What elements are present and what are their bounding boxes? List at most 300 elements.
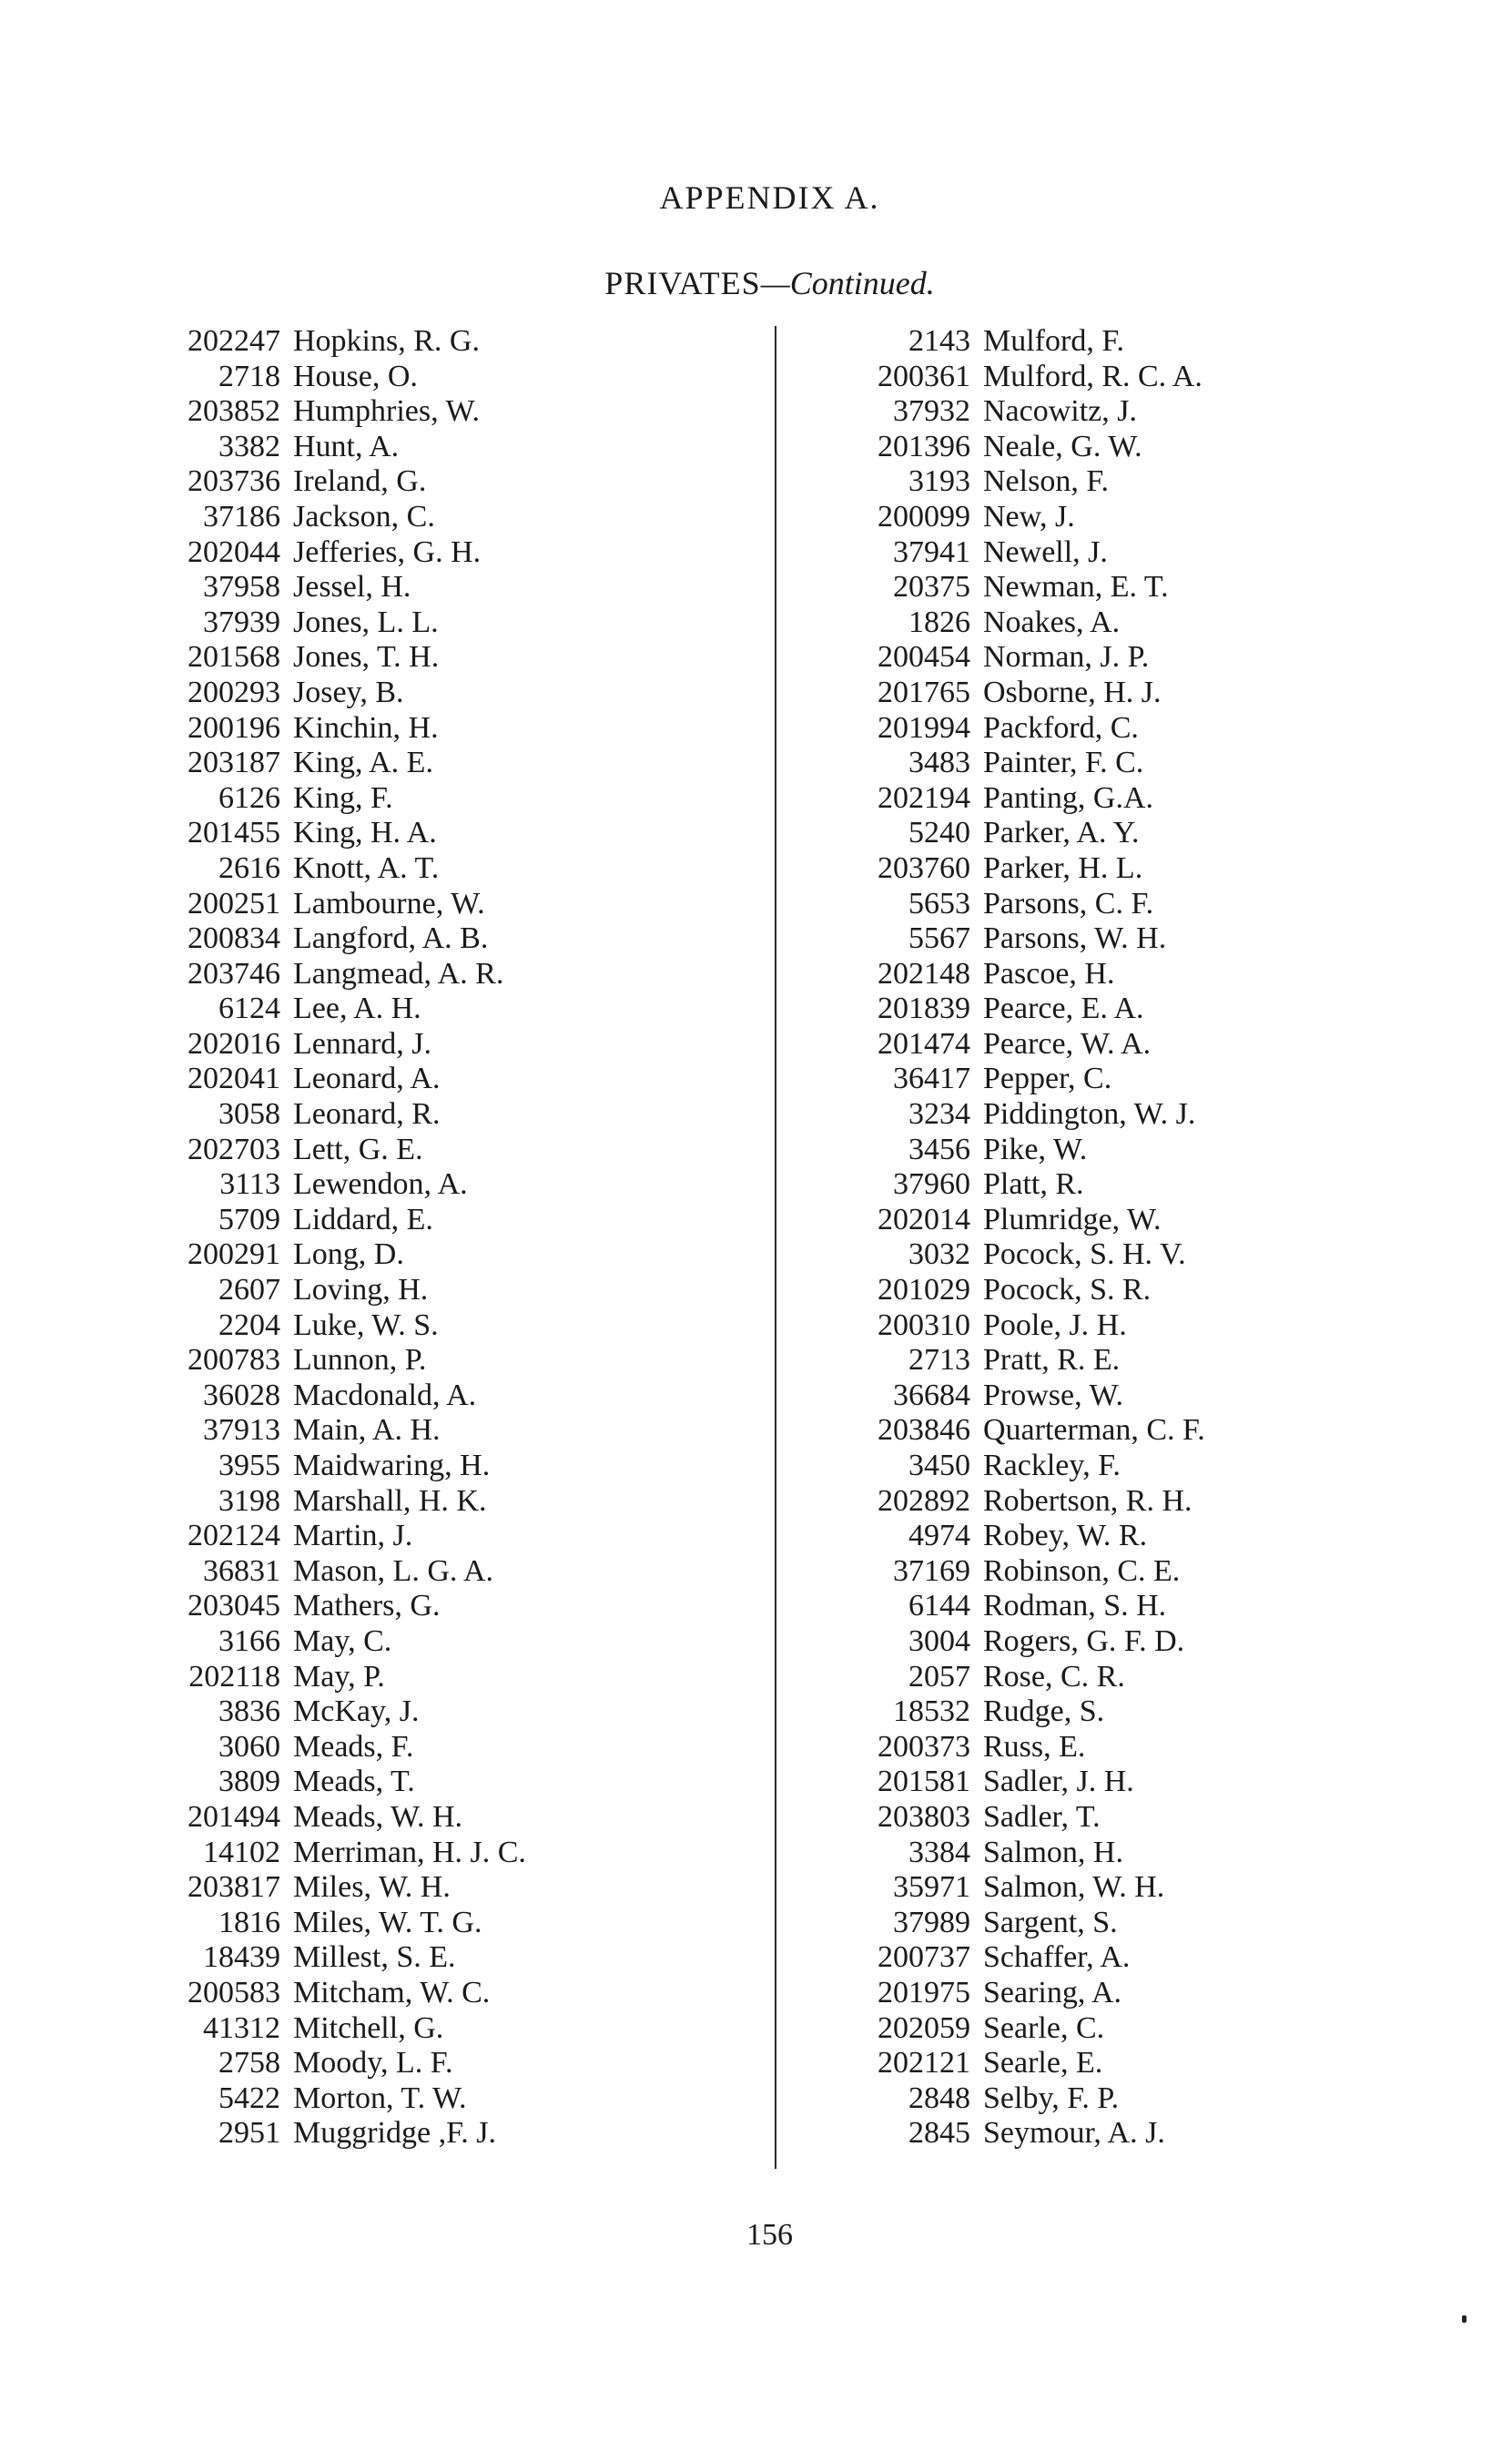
- service-number: 36028: [203, 1378, 280, 1412]
- service-number: 202118: [188, 1659, 280, 1694]
- roll-entry: [137, 570, 774, 605]
- roll-entry: [137, 1589, 774, 1624]
- service-number: 37932: [893, 394, 970, 429]
- soldier-name: Panting, G.A.: [983, 780, 1153, 815]
- soldier-name: Norman, J. P.: [983, 640, 1150, 675]
- roll-entry: [819, 1413, 1402, 1449]
- service-number: 203817: [188, 1870, 280, 1905]
- soldier-name: Lee, A. H.: [293, 992, 421, 1026]
- soldier-name: Pike, W.: [983, 1132, 1088, 1166]
- roll-entry: [819, 605, 1402, 641]
- soldier-name: Rackley, F.: [983, 1449, 1121, 1482]
- service-number: 3004: [908, 1623, 970, 1658]
- roll-entry: [819, 1906, 1402, 1941]
- service-number: 201839: [878, 992, 970, 1026]
- roll-entry: [819, 1449, 1402, 1484]
- soldier-name: Meads, F.: [293, 1729, 414, 1764]
- soldier-name: Pepper, C.: [983, 1062, 1112, 1096]
- soldier-name: Knott, A. T.: [293, 850, 440, 885]
- service-number: 3382: [218, 429, 280, 463]
- soldier-name: Osborne, H. J.: [983, 675, 1162, 709]
- roll-entry: [819, 360, 1402, 395]
- service-number: 37941: [893, 534, 970, 569]
- soldier-name: Sadler, J. H.: [983, 1765, 1134, 1799]
- soldier-name: New, J.: [983, 499, 1075, 534]
- service-number: 36684: [893, 1378, 970, 1412]
- service-number: 202121: [878, 2046, 970, 2081]
- soldier-name: Lunnon, P.: [293, 1343, 427, 1378]
- roll-entry: [137, 360, 774, 395]
- page-speck: [1462, 2315, 1466, 2323]
- service-number: 200361: [878, 359, 970, 393]
- roll-entry: [819, 1343, 1402, 1379]
- roll-entry: [137, 676, 774, 711]
- roll-entry: [137, 1660, 774, 1695]
- service-number: 5709: [218, 1202, 280, 1236]
- soldier-name: Mulford, R. C. A.: [983, 359, 1202, 393]
- section-title: [0, 264, 1512, 302]
- service-number: 202703: [188, 1132, 280, 1166]
- soldier-name: Muggridge ,F. J.: [293, 2116, 497, 2151]
- service-number: 200373: [878, 1729, 970, 1764]
- service-number: 18532: [893, 1694, 970, 1729]
- soldier-name: Meads, T.: [293, 1765, 415, 1799]
- soldier-name: Robertson, R. H.: [983, 1483, 1192, 1518]
- soldier-name: Newell, J.: [983, 534, 1108, 569]
- service-number: 2713: [908, 1343, 970, 1378]
- soldier-name: Jones, L. L.: [293, 605, 439, 639]
- service-number: 2951: [218, 2116, 280, 2151]
- service-number: 201474: [878, 1026, 970, 1061]
- service-number: 36417: [893, 1062, 970, 1096]
- soldier-name: Prowse, W.: [983, 1378, 1123, 1412]
- roll-entry: [137, 1836, 774, 1871]
- soldier-name: Humphries, W.: [293, 394, 480, 429]
- service-number: 200310: [878, 1307, 970, 1342]
- roll-entry: [819, 430, 1402, 465]
- service-number: 37186: [203, 499, 280, 534]
- roll-entry: [137, 1800, 774, 1836]
- service-number: 37960: [893, 1167, 970, 1202]
- soldier-name: Platt, R.: [983, 1167, 1084, 1202]
- soldier-name: Salmon, H.: [983, 1835, 1123, 1869]
- service-number: 3113: [219, 1167, 280, 1202]
- roll-entry: [137, 1097, 774, 1133]
- roll-entry: [137, 816, 774, 851]
- roll-entry: [137, 1519, 774, 1554]
- roll-entry: [137, 605, 774, 641]
- service-number: 3384: [908, 1835, 970, 1869]
- soldier-name: Liddard, E.: [293, 1202, 433, 1236]
- service-number: 201568: [188, 640, 280, 675]
- roll-entry: [137, 1133, 774, 1168]
- soldier-name: Luke, W. S.: [293, 1307, 439, 1342]
- section-name: PRIVATES: [604, 265, 761, 301]
- soldier-name: Langmead, A. R.: [293, 956, 504, 991]
- service-number: 3836: [218, 1694, 280, 1729]
- roll-entry: [819, 711, 1402, 747]
- service-number: 3193: [908, 464, 970, 499]
- service-number: 202892: [878, 1483, 970, 1518]
- service-number: 203045: [188, 1589, 280, 1623]
- soldier-name: Merriman, H. J. C.: [293, 1835, 526, 1869]
- service-number: 6124: [218, 992, 280, 1026]
- soldier-name: Sargent, S.: [983, 1905, 1118, 1939]
- soldier-name: Mitcham, W. C.: [293, 1975, 491, 2009]
- service-number: 6126: [218, 780, 280, 815]
- roll-entry: [819, 1027, 1402, 1063]
- roll-entry: [819, 394, 1402, 430]
- soldier-name: Lennard, J.: [293, 1026, 432, 1061]
- soldier-name: Parker, A. Y.: [983, 816, 1140, 850]
- roll-entry: [137, 324, 774, 360]
- roll-entry: [819, 781, 1402, 817]
- soldier-name: Leonard, A.: [293, 1062, 441, 1096]
- roll-entry: [137, 746, 774, 781]
- service-number: 201975: [878, 1975, 970, 2009]
- roll-entry: [137, 394, 774, 430]
- service-number: 2718: [218, 359, 280, 393]
- service-number: 203852: [188, 394, 280, 429]
- service-number: 4974: [908, 1519, 970, 1553]
- service-number: 203746: [188, 956, 280, 991]
- roll-entry: [819, 816, 1402, 851]
- service-number: 3456: [908, 1132, 970, 1166]
- roll-entry: [137, 1940, 774, 1976]
- roll-entry: [137, 1870, 774, 1906]
- service-number: 2204: [218, 1307, 280, 1342]
- service-number: 202016: [188, 1026, 280, 1061]
- roll-entry: [819, 1765, 1402, 1800]
- service-number: 201029: [878, 1273, 970, 1307]
- roll-entry: [819, 887, 1402, 922]
- roll-entry: [819, 921, 1402, 957]
- service-number: 2845: [908, 2116, 970, 2151]
- roll-entry: [137, 1449, 774, 1484]
- roll-entry: [137, 1343, 774, 1379]
- service-number: 2607: [218, 1273, 280, 1307]
- service-number: 202247: [188, 324, 280, 358]
- roll-entry: [819, 2046, 1402, 2081]
- page-title: APPENDIX A.: [659, 179, 880, 216]
- service-number: 3166: [218, 1623, 280, 1658]
- soldier-name: Schaffer, A.: [983, 1940, 1131, 1975]
- soldier-name: King, H. A.: [293, 816, 437, 850]
- roll-entry: [137, 1379, 774, 1414]
- service-number: 5240: [908, 816, 970, 850]
- service-number: 201494: [188, 1799, 280, 1834]
- service-number: 203846: [878, 1413, 970, 1448]
- service-number: 203760: [878, 850, 970, 885]
- left-column: [137, 324, 774, 2152]
- soldier-name: Jessel, H.: [293, 570, 411, 605]
- service-number: 5653: [908, 886, 970, 921]
- service-number: 1816: [218, 1905, 280, 1939]
- roll-entry: [137, 1554, 774, 1590]
- roll-entry: [819, 535, 1402, 571]
- roll-entry: [137, 1624, 774, 1660]
- soldier-name: Selby, F. P.: [983, 2081, 1120, 2115]
- roll-entry: [137, 921, 774, 957]
- service-number: 5422: [218, 2081, 280, 2115]
- soldier-name: Noakes, A.: [983, 605, 1121, 639]
- service-number: 3198: [218, 1483, 280, 1518]
- roll-entry: [819, 1379, 1402, 1414]
- roll-entry: [819, 1836, 1402, 1871]
- soldier-name: Rogers, G. F. D.: [983, 1623, 1185, 1658]
- service-number: 200583: [188, 1975, 280, 2009]
- soldier-name: Parker, H. L.: [983, 850, 1143, 885]
- soldier-name: Rose, C. R.: [983, 1659, 1125, 1694]
- service-number: 37958: [203, 570, 280, 605]
- soldier-name: Millest, S. E.: [293, 1940, 456, 1975]
- soldier-name: Mathers, G.: [293, 1589, 441, 1623]
- soldier-name: Searle, C.: [983, 2010, 1105, 2045]
- soldier-name: Kinchin, H.: [293, 710, 439, 745]
- soldier-name: Pocock, S. H. V.: [983, 1237, 1186, 1272]
- roll-entry: [137, 2116, 774, 2152]
- soldier-name: Quarterman, C. F.: [983, 1413, 1205, 1448]
- soldier-name: House, O.: [293, 359, 418, 393]
- soldier-name: Seymour, A. J.: [983, 2116, 1165, 2151]
- service-number: 5567: [908, 921, 970, 956]
- roll-entry: [819, 1062, 1402, 1097]
- service-number: 201765: [878, 675, 970, 709]
- roll-entry: [137, 2011, 774, 2047]
- roll-entry: [819, 957, 1402, 992]
- service-number: 200293: [188, 675, 280, 709]
- roll-entry: [137, 1730, 774, 1765]
- roll-entry: [819, 1133, 1402, 1168]
- service-number: 1826: [908, 605, 970, 639]
- service-number: 200291: [188, 1237, 280, 1272]
- roll-entry: [137, 535, 774, 571]
- soldier-name: Robinson, C. E.: [983, 1553, 1181, 1588]
- soldier-name: Leonard, R.: [293, 1097, 441, 1132]
- service-number: 3032: [908, 1237, 970, 1272]
- service-number: 2758: [218, 2046, 280, 2081]
- service-number: 200737: [878, 1940, 970, 1975]
- soldier-name: Josey, B.: [293, 675, 404, 709]
- roll-entry: [137, 640, 774, 676]
- soldier-name: Painter, F. C.: [983, 746, 1144, 780]
- service-number: 6144: [908, 1589, 970, 1623]
- soldier-name: Ireland, G.: [293, 464, 427, 499]
- roll-entry: [819, 1800, 1402, 1836]
- service-number: 202124: [188, 1519, 280, 1553]
- service-number: 3450: [908, 1449, 970, 1482]
- service-number: 203736: [188, 464, 280, 499]
- service-number: 200099: [878, 499, 970, 534]
- roll-entry: [819, 1730, 1402, 1765]
- soldier-name: May, P.: [293, 1659, 385, 1694]
- soldier-name: Plumridge, W.: [983, 1202, 1162, 1236]
- continued-label: —Continued.: [760, 265, 935, 301]
- roll-entry: [137, 887, 774, 922]
- roll-entry: [137, 1308, 774, 1344]
- column-divider: [775, 326, 776, 2169]
- service-number: 202194: [878, 780, 970, 815]
- roll-entry: [819, 1484, 1402, 1520]
- roll-entry: [137, 1167, 774, 1203]
- soldier-name: Jones, T. H.: [293, 640, 440, 675]
- roll-entry: [819, 570, 1402, 605]
- roll-entry: [819, 1097, 1402, 1133]
- soldier-name: Piddington, W. J.: [983, 1097, 1196, 1132]
- soldier-name: Robey, W. R.: [983, 1519, 1148, 1553]
- soldier-name: Poole, J. H.: [983, 1307, 1127, 1342]
- service-number: 3483: [908, 746, 970, 780]
- roll-entry: [819, 1167, 1402, 1203]
- service-number: 18439: [203, 1940, 280, 1975]
- service-number: 201581: [878, 1765, 970, 1799]
- soldier-name: Mulford, F.: [983, 324, 1125, 358]
- service-number: 2616: [218, 850, 280, 885]
- service-number: 37169: [893, 1553, 970, 1588]
- service-number: 200454: [878, 640, 970, 675]
- service-number: 37913: [203, 1413, 280, 1448]
- roll-entry: [137, 957, 774, 992]
- soldier-name: Langford, A. B.: [293, 921, 489, 956]
- service-number: 14102: [203, 1835, 280, 1869]
- soldier-name: Sadler, T.: [983, 1799, 1101, 1834]
- roll-entry: [819, 1624, 1402, 1660]
- roll-entry: [137, 1237, 774, 1273]
- roll-entry: [137, 1273, 774, 1308]
- soldier-name: Miles, W. T. G.: [293, 1905, 482, 1939]
- service-number: 35971: [893, 1870, 970, 1905]
- roll-entry: [137, 430, 774, 465]
- soldier-name: Hopkins, R. G.: [293, 324, 480, 358]
- roll-entry: [137, 1976, 774, 2011]
- service-number: 203187: [188, 746, 280, 780]
- roll-entry: [819, 676, 1402, 711]
- page-number: 156: [746, 2218, 793, 2252]
- soldier-name: Neale, G. W.: [983, 429, 1142, 463]
- roll-entry: [819, 2011, 1402, 2047]
- soldier-name: Salmon, W. H.: [983, 1870, 1165, 1905]
- soldier-name: Rodman, S. H.: [983, 1589, 1167, 1623]
- soldier-name: Main, A. H.: [293, 1413, 441, 1448]
- service-number: 3955: [218, 1449, 280, 1482]
- soldier-name: Lett, G. E.: [293, 1132, 423, 1166]
- roll-entry: [137, 1906, 774, 1941]
- soldier-name: Pocock, S. R.: [983, 1273, 1152, 1307]
- roll-entry: [137, 1062, 774, 1097]
- soldier-name: Macdonald, A.: [293, 1378, 477, 1412]
- roll-entry: [137, 1694, 774, 1730]
- roll-entry: [137, 1203, 774, 1238]
- soldier-name: Mitchell, G.: [293, 2010, 444, 2045]
- roll-entry: [819, 464, 1402, 500]
- roll-entry: [137, 1413, 774, 1449]
- soldier-name: Pratt, R. E.: [983, 1343, 1121, 1378]
- soldier-name: Lambourne, W.: [293, 886, 485, 921]
- service-number: 201455: [188, 816, 280, 850]
- service-number: 41312: [203, 2010, 280, 2045]
- roll-entry: [137, 851, 774, 887]
- soldier-name: Lewendon, A.: [293, 1167, 468, 1202]
- soldier-name: Rudge, S.: [983, 1694, 1105, 1729]
- roll-entry: [819, 1519, 1402, 1554]
- roll-entry: [137, 1027, 774, 1063]
- roll-entry: [137, 464, 774, 500]
- soldier-name: Morton, T. W.: [293, 2081, 467, 2115]
- service-number: 2057: [908, 1659, 970, 1694]
- roll-entry: [819, 324, 1402, 360]
- soldier-name: Searle, E.: [983, 2046, 1103, 2081]
- roll-entry: [819, 1976, 1402, 2011]
- soldier-name: Hunt, A.: [293, 429, 400, 463]
- soldier-name: Jackson, C.: [293, 499, 435, 534]
- soldier-name: Mason, L. G. A.: [293, 1553, 494, 1588]
- service-number: 37989: [893, 1905, 970, 1939]
- roll-entry: [819, 1554, 1402, 1590]
- soldier-name: Nelson, F.: [983, 464, 1110, 499]
- roll-entry: [137, 2081, 774, 2117]
- service-number: 2143: [908, 324, 970, 358]
- roll-entry: [819, 851, 1402, 887]
- soldier-name: Pascoe, H.: [983, 956, 1115, 991]
- soldier-name: Miles, W. H.: [293, 1870, 451, 1905]
- roll-entry: [137, 2046, 774, 2081]
- service-number: 202148: [878, 956, 970, 991]
- service-number: 2848: [908, 2081, 970, 2115]
- soldier-name: McKay, J.: [293, 1694, 420, 1729]
- soldier-name: Russ, E.: [983, 1729, 1086, 1764]
- roll-entry: [819, 640, 1402, 676]
- soldier-name: Searing, A.: [983, 1975, 1122, 2009]
- service-number: 201396: [878, 429, 970, 463]
- soldier-name: Moody, L. F.: [293, 2046, 453, 2081]
- soldier-name: Packford, C.: [983, 710, 1139, 745]
- soldier-name: King, A. E.: [293, 746, 433, 780]
- soldier-name: Meads, W. H.: [293, 1799, 463, 1834]
- roll-entry: [819, 2081, 1402, 2117]
- service-number: 201994: [878, 710, 970, 745]
- roll-entry: [137, 781, 774, 817]
- soldier-name: King, F.: [293, 780, 393, 815]
- soldier-name: Marshall, H. K.: [293, 1483, 487, 1518]
- soldier-name: Loving, H.: [293, 1273, 429, 1307]
- roll-entry: [819, 1273, 1402, 1308]
- soldier-name: Parsons, C. F.: [983, 886, 1154, 921]
- roll-entry: [819, 1940, 1402, 1976]
- service-number: 202059: [878, 2010, 970, 2045]
- soldier-name: May, C.: [293, 1623, 392, 1658]
- roll-entry: [819, 1203, 1402, 1238]
- service-number: 203803: [878, 1799, 970, 1834]
- service-number: 3809: [218, 1765, 280, 1799]
- soldier-name: Pearce, W. A.: [983, 1026, 1152, 1061]
- roll-entry: [137, 711, 774, 747]
- soldier-name: Parsons, W. H.: [983, 921, 1167, 956]
- service-number: 202044: [188, 534, 280, 569]
- roll-entry: [819, 1694, 1402, 1730]
- service-number: 36831: [203, 1553, 280, 1588]
- roll-entry: [137, 992, 774, 1027]
- roll-entry: [137, 500, 774, 535]
- service-number: 200783: [188, 1343, 280, 1378]
- roll-entry: [819, 500, 1402, 535]
- roll-entry: [819, 746, 1402, 781]
- service-number: 202014: [878, 1202, 970, 1236]
- roll-entry: [819, 1237, 1402, 1273]
- soldier-name: Martin, J.: [293, 1519, 413, 1553]
- roll-entry: [819, 2116, 1402, 2152]
- soldier-name: Long, D.: [293, 1237, 404, 1272]
- soldier-name: Maidwaring, H.: [293, 1449, 491, 1482]
